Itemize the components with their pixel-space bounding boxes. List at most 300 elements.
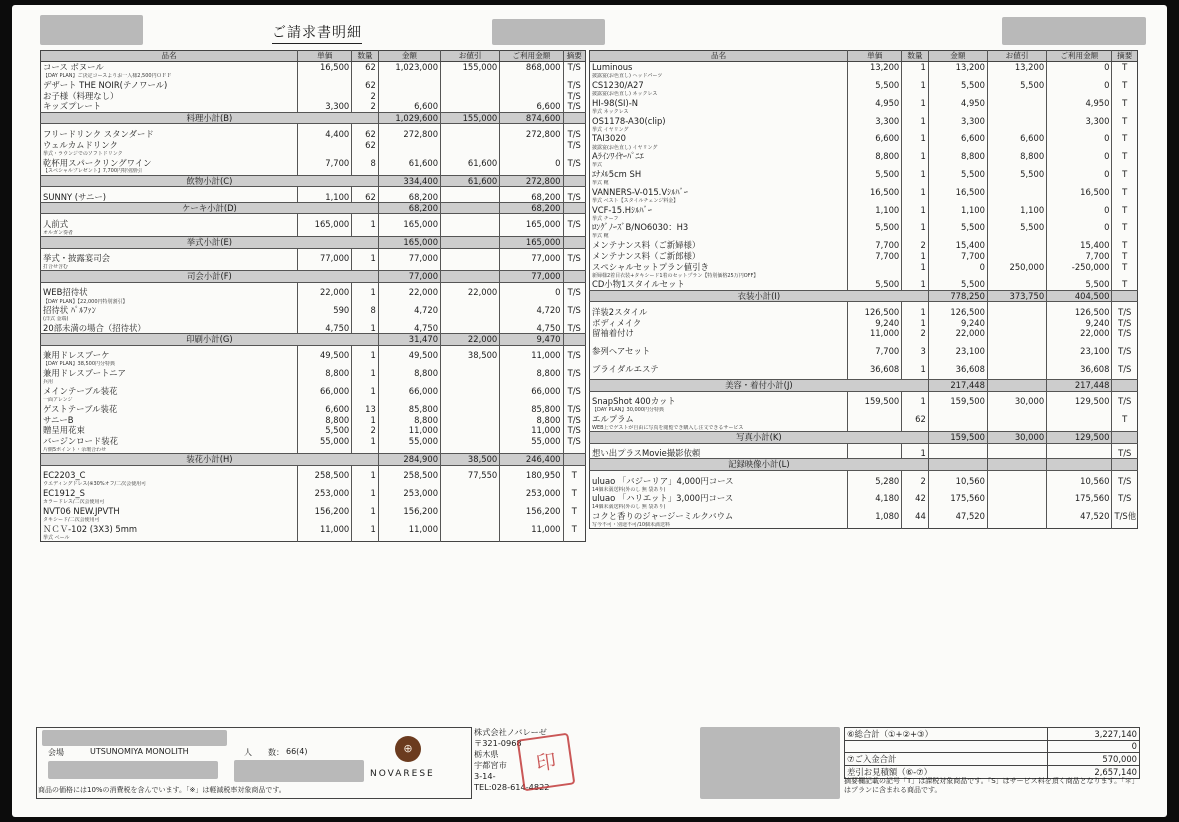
- line-item-row: [41, 488, 586, 499]
- empty-cell: [378, 534, 440, 541]
- empty-cell: [1047, 73, 1112, 80]
- item-name: EC2203_C: [43, 470, 86, 481]
- empty-cell: [298, 230, 352, 237]
- amount: 272,800: [378, 129, 440, 140]
- quantity: 1: [902, 307, 929, 318]
- remark: T/S: [563, 129, 586, 140]
- remark: T/S: [563, 305, 586, 316]
- line-item-row: [41, 101, 586, 112]
- subtotal-row: [41, 334, 586, 345]
- remark: T: [563, 470, 586, 481]
- item-note-row: [590, 407, 1138, 414]
- empty-cell: [441, 150, 500, 157]
- empty-cell: [987, 407, 1046, 414]
- column-header: 単価: [848, 51, 902, 62]
- empty-cell: [1047, 357, 1112, 364]
- empty-cell: [378, 447, 440, 454]
- discount: [441, 524, 500, 535]
- empty-cell: [500, 150, 563, 157]
- amount: 5,500: [928, 169, 987, 180]
- item-note: 一面アレンジ: [43, 397, 73, 404]
- empty-cell: [378, 379, 440, 386]
- discount: [987, 511, 1046, 522]
- remark: T: [563, 506, 586, 517]
- subtotal-label: 装花小計(H): [41, 454, 379, 465]
- remark: T: [1112, 115, 1138, 126]
- subtotal-label: 挙式小計(E): [41, 237, 379, 248]
- line-item-row: [41, 414, 586, 425]
- empty-cell: [987, 126, 1046, 133]
- quantity: 1: [352, 386, 379, 397]
- empty-cell: [848, 180, 902, 187]
- remark: T/S: [563, 414, 586, 425]
- usage-amount: [1047, 414, 1112, 425]
- quantity: 1: [902, 133, 929, 144]
- item-name: サニーB: [43, 414, 74, 425]
- subtotal-row: [590, 380, 1138, 391]
- line-item-row: [590, 204, 1138, 215]
- left-items-table: [40, 50, 586, 542]
- empty-cell: [1112, 91, 1138, 98]
- discount: 13,200: [987, 62, 1046, 73]
- empty-cell: [378, 298, 440, 305]
- usage-amount: 175,560: [1047, 493, 1112, 504]
- empty-cell: [500, 534, 563, 541]
- line-item-row: [41, 62, 586, 73]
- discount: 5,500: [987, 80, 1046, 91]
- column-header: 摘要: [563, 51, 586, 62]
- line-item-row: [41, 425, 586, 436]
- usage-amount: 3,300: [1047, 115, 1112, 126]
- totals-table: [844, 727, 1140, 779]
- discount: [987, 475, 1046, 486]
- item-note: 挙式: [592, 162, 603, 169]
- item-note-row: [590, 425, 1138, 432]
- line-item-row: [590, 115, 1138, 126]
- total-row: [845, 741, 1140, 753]
- empty-cell: [1112, 144, 1138, 151]
- remark: T/S: [1112, 396, 1138, 407]
- remark: T: [1112, 98, 1138, 109]
- empty-cell: [1112, 504, 1138, 511]
- amount: 4,720: [378, 305, 440, 316]
- item-note-row: [41, 534, 586, 541]
- amount: 126,500: [928, 307, 987, 318]
- usage-amount: 10,560: [1047, 475, 1112, 486]
- empty-cell: [563, 517, 586, 524]
- empty-cell: [1047, 339, 1112, 346]
- empty-cell: [902, 425, 929, 432]
- discount: [987, 307, 1046, 318]
- item-note: オルガン奏者: [43, 229, 74, 236]
- amount: [378, 80, 440, 91]
- amount: [378, 140, 440, 151]
- unit-price: [848, 262, 902, 273]
- subtotal-label: ケーキ小計(D): [41, 202, 379, 213]
- usage-amount: 68,200: [500, 192, 563, 203]
- remark: T/S: [563, 386, 586, 397]
- discount: [441, 129, 500, 140]
- empty-cell: [1047, 233, 1112, 240]
- empty-cell: [848, 233, 902, 240]
- remark: T/S: [563, 287, 586, 298]
- empty-cell: [1112, 108, 1138, 115]
- empty-cell: [848, 197, 902, 204]
- usage-amount: 4,950: [1047, 98, 1112, 109]
- amount: 49,500: [378, 350, 440, 361]
- empty-cell: [298, 316, 352, 323]
- empty-cell: [902, 126, 929, 133]
- empty-cell: [441, 168, 500, 175]
- quantity: 1: [352, 470, 379, 481]
- empty-cell: [987, 73, 1046, 80]
- empty-cell: [298, 298, 352, 305]
- quantity: 62: [352, 62, 379, 73]
- empty-cell: [848, 73, 902, 80]
- usage-amount: 0: [1047, 80, 1112, 91]
- item-note-row: [41, 517, 586, 524]
- empty-cell: [848, 522, 902, 529]
- subtotal-discount: 61,600: [441, 175, 500, 186]
- usage-amount: 6,600: [500, 101, 563, 112]
- discount: [441, 253, 500, 264]
- item-note-row: [590, 197, 1138, 204]
- discount: 8,800: [987, 151, 1046, 162]
- empty-cell: [928, 126, 987, 133]
- empty-cell: [500, 397, 563, 404]
- subtotal-amount: 334,400: [378, 175, 440, 186]
- discount: [987, 328, 1046, 339]
- discount: 6,600: [987, 133, 1046, 144]
- remark: T: [563, 488, 586, 499]
- subtotal-amount: 217,448: [928, 380, 987, 391]
- amount: 8,800: [378, 368, 440, 379]
- empty-cell: [928, 233, 987, 240]
- empty-cell: [563, 237, 586, 248]
- usage-amount: 272,800: [500, 129, 563, 140]
- empty-cell: [848, 339, 902, 346]
- empty-cell: [441, 73, 500, 80]
- empty-cell: [298, 73, 352, 80]
- remark: T/S: [563, 192, 586, 203]
- amount: 15,400: [928, 240, 987, 251]
- discount: [987, 187, 1046, 198]
- amount: 11,000: [378, 524, 440, 535]
- item-name: 贈呈用花束: [43, 425, 85, 436]
- empty-cell: [928, 144, 987, 151]
- quantity: 3: [902, 346, 929, 357]
- subtotal-amount: 68,200: [378, 202, 440, 213]
- discount: [987, 364, 1046, 375]
- item-name: 乾杯用スパークリングワイン: [43, 157, 152, 168]
- amount: 7,700: [928, 251, 987, 262]
- item-name: VANNERS-V-015.Vｼﾙﾊﾞｰ: [592, 186, 688, 197]
- discount: 61,600: [441, 157, 500, 168]
- discount: [441, 192, 500, 203]
- quantity: 1: [352, 414, 379, 425]
- column-header: お値引: [987, 51, 1046, 62]
- empty-cell: [987, 357, 1046, 364]
- line-item-row: [590, 251, 1138, 262]
- empty-cell: [378, 361, 440, 368]
- usage-amount: 8,800: [500, 414, 563, 425]
- unit-price: [848, 414, 902, 425]
- total-value: 3,227,140: [1048, 728, 1140, 741]
- discount: [441, 368, 500, 379]
- empty-cell: [848, 162, 902, 169]
- remark: T: [1112, 279, 1138, 290]
- item-name: メインテーブル装花: [43, 385, 118, 396]
- item-note: 挙式 チーフ: [592, 215, 619, 222]
- line-item-row: [41, 368, 586, 379]
- total-label: ⑦ご入金合計: [845, 752, 1048, 765]
- item-note-row: [590, 73, 1138, 80]
- company-address: 3-14-: [474, 771, 496, 781]
- empty-cell: [848, 486, 902, 493]
- unit-price: 156,200: [298, 506, 352, 517]
- item-note: 挙式 ベスト【スタイルチェンジ料金】: [592, 197, 679, 204]
- company-logo-icon: ⊕: [395, 736, 421, 762]
- empty-cell: [987, 339, 1046, 346]
- quantity: 1: [352, 488, 379, 499]
- subtotal-label: 記録映像小計(L): [590, 459, 929, 470]
- item-note: 挙式 ネックレス: [592, 108, 629, 115]
- subtotal-label: 飲物小計(C): [41, 175, 379, 186]
- empty-cell: [1047, 197, 1112, 204]
- remark: T/S: [563, 368, 586, 379]
- unit-price: 5,500: [298, 425, 352, 436]
- empty-cell: [902, 504, 929, 511]
- item-name: 招待状 ﾊﾟﾙﾌｧﾝ: [43, 305, 96, 316]
- discount: [441, 219, 500, 230]
- discount: [441, 488, 500, 499]
- empty-cell: [441, 517, 500, 524]
- empty-cell: [1047, 91, 1112, 98]
- subtotal-row: [41, 237, 586, 248]
- line-item-row: [41, 386, 586, 397]
- empty-cell: [563, 264, 586, 271]
- discount: [987, 251, 1046, 262]
- item-note: 片側5ポイント・余壇合わせ: [43, 446, 107, 453]
- remark: T: [1112, 133, 1138, 144]
- redacted-block: [42, 730, 227, 746]
- usage-amount: 868,000: [500, 62, 563, 73]
- remark: T/S: [563, 219, 586, 230]
- unit-price: [298, 80, 352, 91]
- empty-cell: [563, 112, 586, 123]
- unit-price: 590: [298, 305, 352, 316]
- line-item-row: [590, 133, 1138, 144]
- usage-amount: 11,000: [500, 425, 563, 436]
- guests-count: 66(4): [286, 747, 308, 756]
- line-item-row: [590, 396, 1138, 407]
- remark: T: [1112, 262, 1138, 273]
- remark: T/S: [1112, 448, 1138, 459]
- empty-cell: [1047, 522, 1112, 529]
- empty-cell: [352, 73, 379, 80]
- remark: T: [1112, 204, 1138, 215]
- empty-cell: [1112, 357, 1138, 364]
- amount: 36,608: [928, 364, 987, 375]
- empty-cell: [298, 264, 352, 271]
- quantity: 1: [902, 222, 929, 233]
- line-item-row: [590, 328, 1138, 339]
- amount: 8,800: [928, 151, 987, 162]
- subtotal-amount: 284,900: [378, 454, 440, 465]
- amount: 5,500: [928, 80, 987, 91]
- amount: 6,600: [928, 133, 987, 144]
- column-header: 数量: [352, 51, 379, 62]
- item-name: ｴﾅﾒﾙ5cm SH: [592, 168, 642, 179]
- subtotal-discount: 373,750: [987, 290, 1046, 301]
- subtotal-usage: 217,448: [1047, 380, 1112, 391]
- line-item-row: [41, 140, 586, 151]
- page-title: ご請求書明細: [272, 22, 362, 44]
- quantity: 2: [902, 328, 929, 339]
- usage-amount: 66,000: [500, 386, 563, 397]
- subtotal-usage: 404,500: [1047, 290, 1112, 301]
- empty-cell: [1112, 339, 1138, 346]
- subtotal-discount: [441, 271, 500, 282]
- usage-amount: 11,000: [500, 524, 563, 535]
- company-postal: 〒321-0968: [474, 738, 522, 748]
- amount: 47,520: [928, 511, 987, 522]
- empty-cell: [1112, 215, 1138, 222]
- quantity: 2: [352, 91, 379, 102]
- empty-cell: [902, 108, 929, 115]
- item-note: カラードレス/二次会使用可: [43, 499, 105, 506]
- redacted-block: [234, 760, 364, 782]
- item-note: 披露宴(お色直し) ヘッドパーツ: [592, 73, 663, 80]
- item-note: 披露宴(お色直し) ネックレス: [592, 91, 658, 98]
- item-note: 14個未満送料(外のし 無 袋あり): [592, 486, 666, 493]
- quantity: 62: [352, 140, 379, 151]
- line-item-row: [41, 506, 586, 517]
- amount: 11,000: [378, 425, 440, 436]
- empty-cell: [1112, 459, 1138, 470]
- total-row: [845, 752, 1140, 765]
- quantity: 1: [902, 204, 929, 215]
- item-name: SnapShot 400カット: [592, 396, 676, 407]
- empty-cell: [848, 425, 902, 432]
- total-value: 0: [1048, 741, 1140, 753]
- item-note: [590, 339, 848, 346]
- item-note-row: [590, 108, 1138, 115]
- subtotal-amount: 159,500: [928, 432, 987, 443]
- quantity: 2: [352, 425, 379, 436]
- line-item-row: [41, 129, 586, 140]
- item-note: 挙式・ラウンジでのソフトドリンク: [43, 150, 123, 157]
- item-note: 【DAY PLAN】ご決定コースよりお一人様2,500円ＯＦＦ: [43, 73, 172, 80]
- empty-cell: [1112, 126, 1138, 133]
- item-note: WEB上でゲストが自由に写真を閲覧でき購入し注文できるサービス: [592, 424, 744, 431]
- unit-price: 258,500: [298, 470, 352, 481]
- empty-cell: [298, 517, 352, 524]
- usage-amount: 5,500: [1047, 279, 1112, 290]
- item-name: 参列ヘアセット: [592, 346, 651, 357]
- remark: T: [1112, 414, 1138, 425]
- empty-cell: [902, 73, 929, 80]
- quantity: 44: [902, 511, 929, 522]
- empty-cell: [441, 361, 500, 368]
- usage-amount: 47,520: [1047, 511, 1112, 522]
- usage-amount: 4,720: [500, 305, 563, 316]
- usage-amount: 77,000: [500, 253, 563, 264]
- item-name: NVT06 NEW.JPVTH: [43, 505, 120, 516]
- usage-amount: 180,950: [500, 470, 563, 481]
- discount: 5,500: [987, 222, 1046, 233]
- line-item-row: [41, 287, 586, 298]
- quantity: 62: [352, 80, 379, 91]
- remark: T/S: [563, 80, 586, 91]
- legend-note: 摘要欄記載の記号「T」は課税対象商品です。「S」はサービス料を頂く商品となります。「＊」はプランに含まれる商品です。: [844, 777, 1139, 794]
- empty-cell: [1112, 407, 1138, 414]
- usage-amount: 7,700: [1047, 251, 1112, 262]
- empty-cell: [352, 264, 379, 271]
- amount: [928, 414, 987, 425]
- amount: 85,800: [378, 404, 440, 415]
- subtotal-amount: 77,000: [378, 271, 440, 282]
- empty-cell: [298, 447, 352, 454]
- empty-cell: [352, 316, 379, 323]
- remark: T/S: [1112, 317, 1138, 328]
- empty-cell: [352, 298, 379, 305]
- empty-cell: [298, 397, 352, 404]
- item-note-row: [41, 499, 586, 506]
- remark: T/S: [563, 436, 586, 447]
- unit-price: 11,000: [848, 328, 902, 339]
- empty-cell: [928, 180, 987, 187]
- remark: T/S: [563, 91, 586, 102]
- amount: 4,950: [928, 98, 987, 109]
- unit-price: 5,500: [848, 169, 902, 180]
- quantity: 62: [902, 414, 929, 425]
- remark: T/S: [1112, 364, 1138, 375]
- empty-cell: [352, 397, 379, 404]
- amount: 6,600: [378, 101, 440, 112]
- empty-cell: [563, 271, 586, 282]
- empty-cell: [902, 339, 929, 346]
- empty-cell: [500, 517, 563, 524]
- line-item-row: [590, 62, 1138, 73]
- amount: 66,000: [378, 386, 440, 397]
- item-note-row: [590, 339, 1138, 346]
- amount: 61,600: [378, 157, 440, 168]
- empty-cell: [987, 180, 1046, 187]
- remark: T/S: [563, 62, 586, 73]
- empty-cell: [378, 73, 440, 80]
- discount: [987, 279, 1046, 290]
- company-address: 栃木県: [474, 749, 499, 759]
- empty-cell: [500, 361, 563, 368]
- item-note-row: [590, 357, 1138, 364]
- line-item-row: [590, 448, 1138, 459]
- line-item-row: [590, 169, 1138, 180]
- item-name: デザート THE NOIR(テノワール): [43, 80, 168, 90]
- quantity: 1: [352, 350, 379, 361]
- empty-cell: [563, 168, 586, 175]
- discount: [441, 506, 500, 517]
- item-name: ＮＣＶ-102 (3X3) 5mm: [43, 523, 138, 534]
- remark: T: [563, 524, 586, 535]
- quantity: 1: [902, 262, 929, 273]
- unit-price: 8,800: [298, 414, 352, 425]
- unit-price: 55,000: [298, 436, 352, 447]
- usage-amount: 129,500: [1047, 396, 1112, 407]
- item-name: 20部未満の場合（招待状）: [43, 322, 146, 333]
- empty-cell: [500, 481, 563, 488]
- empty-cell: [378, 481, 440, 488]
